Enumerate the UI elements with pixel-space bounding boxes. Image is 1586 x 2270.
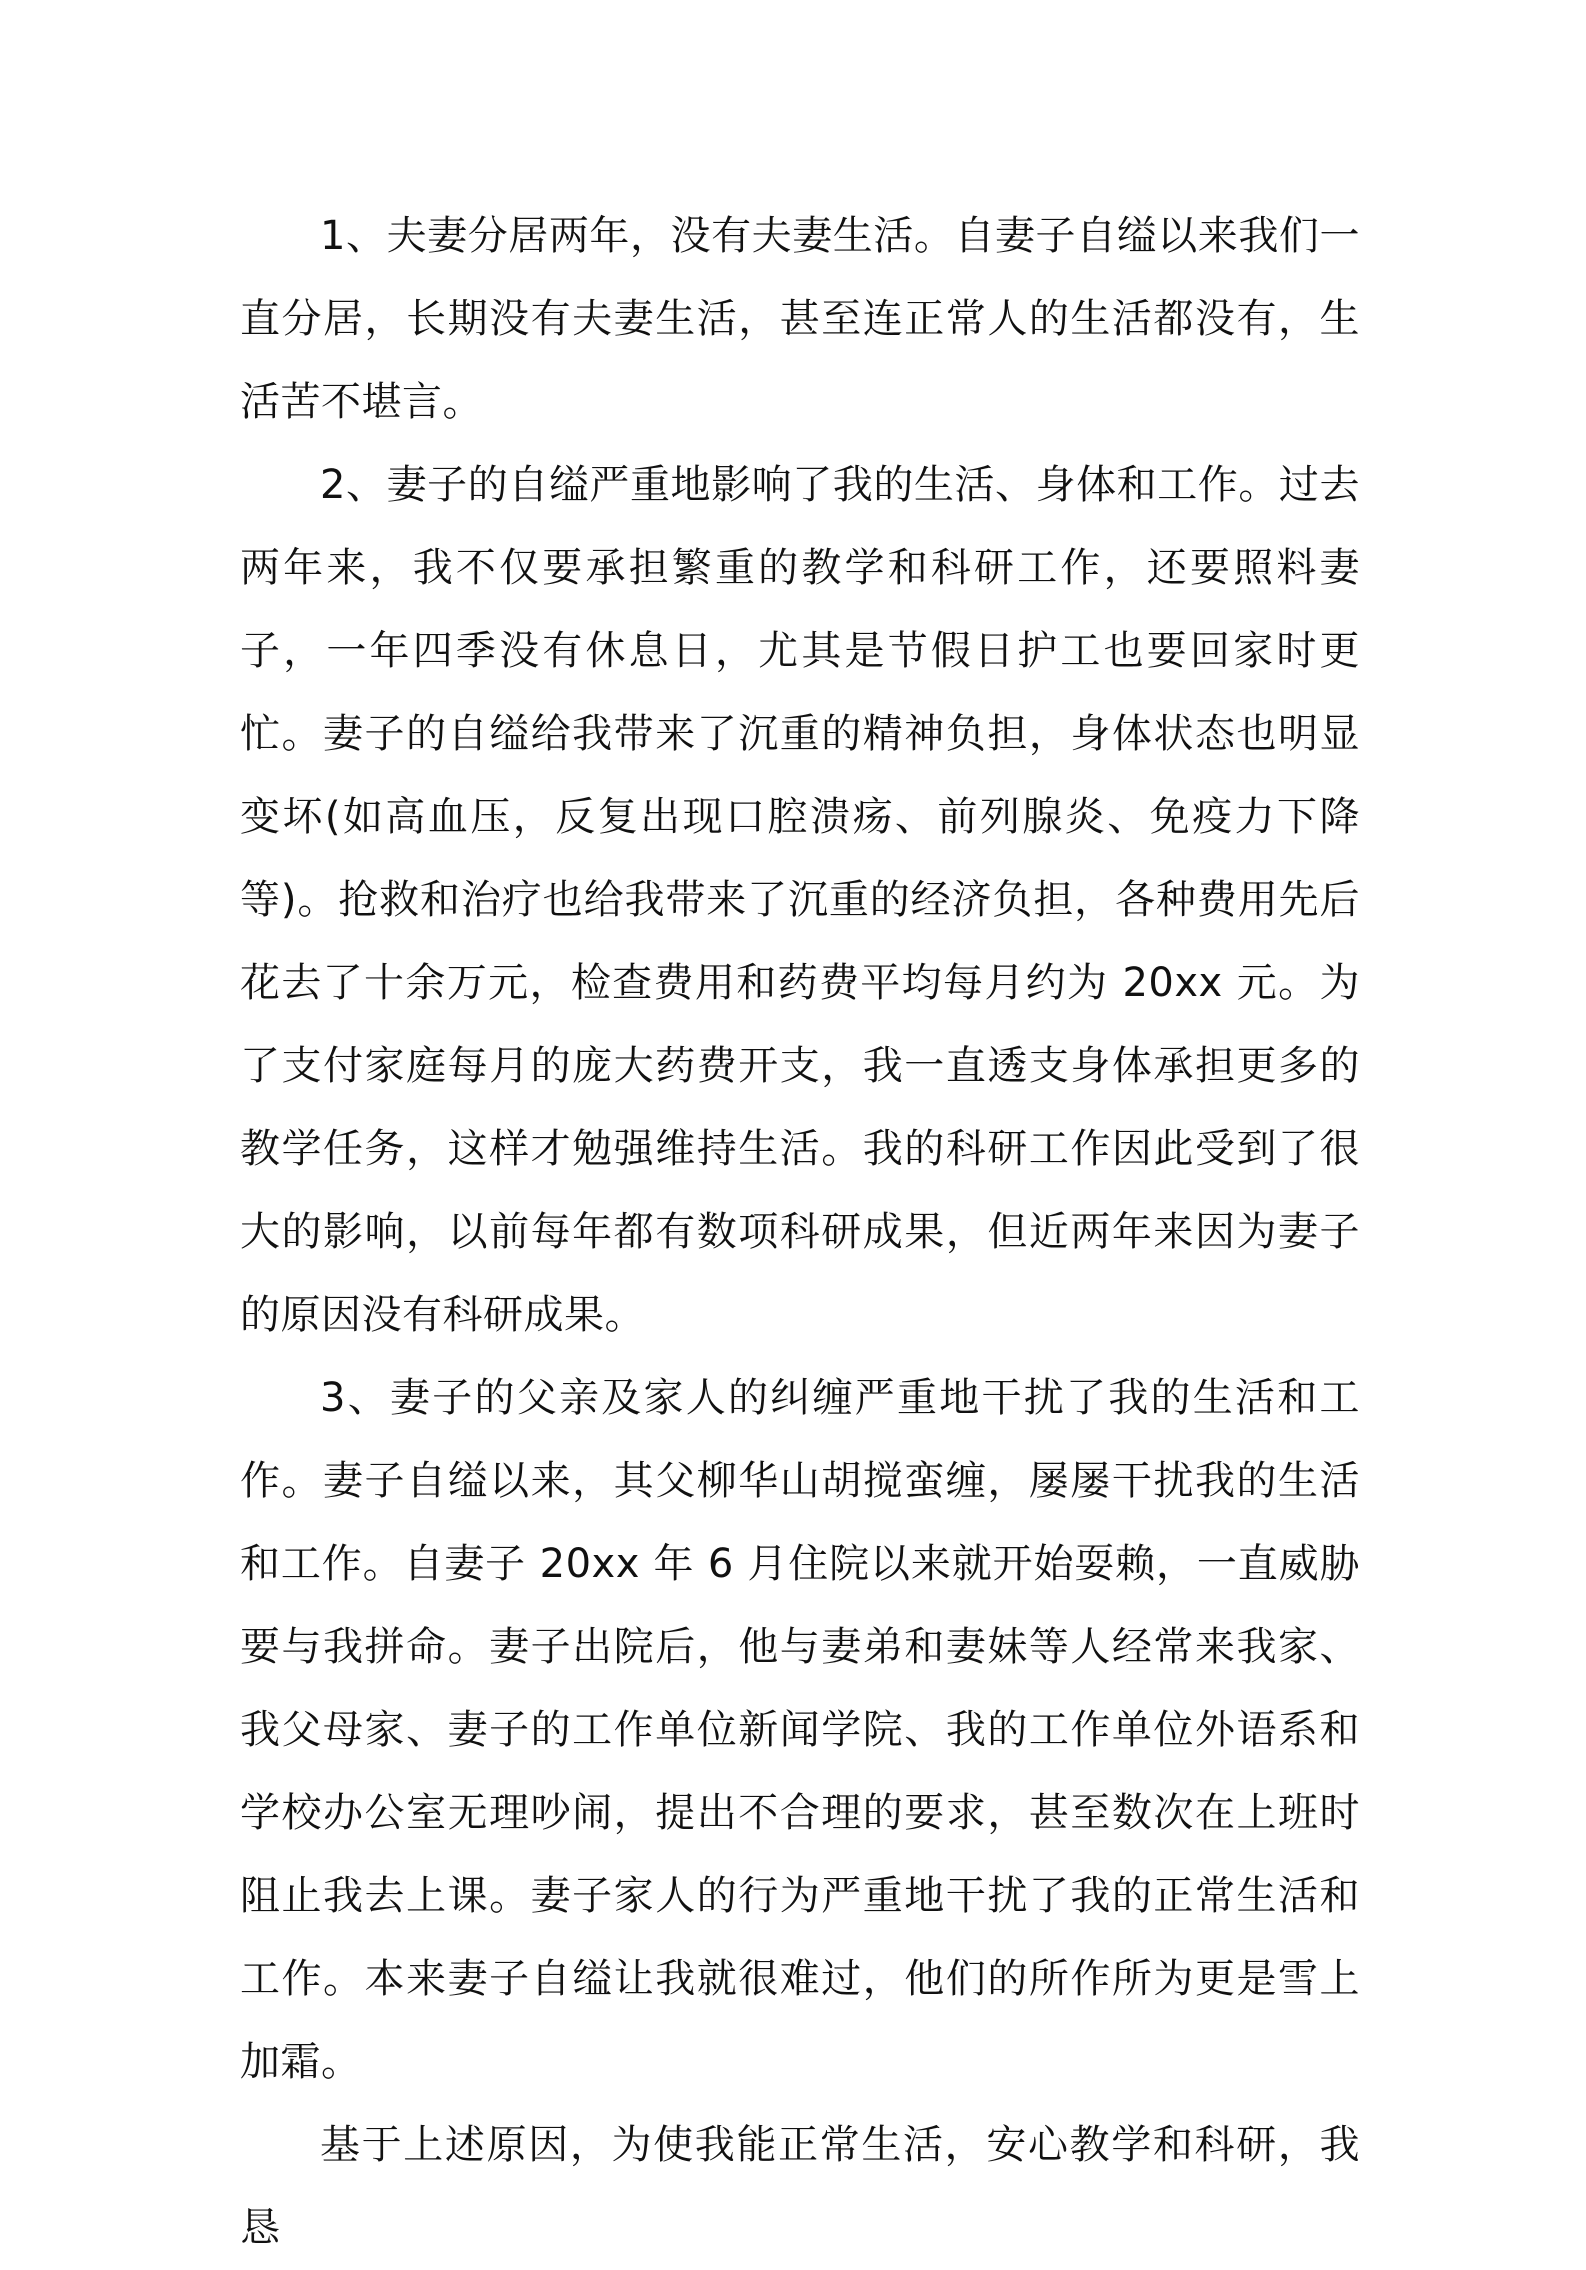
paragraph-4: 基于上述原因，为使我能正常生活，安心教学和科研，我恳: [240, 2122, 1360, 2251]
paragraph-1: 1、夫妻分居两年，没有夫妻生活。自妻子自缢以来我们一直分居，长期没有夫妻生活，甚至连正常人的生活都没有，生活苦不堪言。: [240, 213, 1360, 425]
paragraph-3: 3、妻子的父亲及家人的纠缠严重地干扰了我的生活和工作。妻子自缢以来，其父柳华山胡搅蛮缠，屡屡干扰我的生活和工作。自妻子 20xx 年 6 月住院以来就开始耍赖，一直威胁要与我拼命。妻子出院后，他与妻弟和妻妹等人经常来我家、我父母家、妻子的工作单位新闻学院、我的工作单位外语系和学校办公室无理吵闹，提出不合理的要求，甚至数次在上班时阻止我去上课。妻子家人的行为严重地干扰了我的正常生活和工作。本来妻子自缢让我就很难过，他们的所作所为更是雪上加霜。: [240, 1375, 1360, 2085]
paragraph-2: 2、妻子的自缢严重地影响了我的生活、身体和工作。过去两年来，我不仅要承担繁重的教学和科研工作，还要照料妻子，一年四季没有休息日，尤其是节假日护工也要回家时更忙。妻子的自缢给我带来了沉重的精神负担，身体状态也明显变坏(如高血压，反复出现口腔溃疡、前列腺炎、免疫力下降等)。抢救和治疗也给我带来了沉重的经济负担，各种费用先后花去了十余万元，检查费用和药费平均每月约为 20xx 元。为了支付家庭每月的庞大药费开支，我一直透支身体承担更多的教学任务，这样才勉强维持生活。我的科研工作因此受到了很大的影响，以前每年都有数项科研成果，但近两年来因为妻子的原因没有科研成果。: [240, 462, 1360, 1338]
document-body: [240, 195, 1360, 2270]
